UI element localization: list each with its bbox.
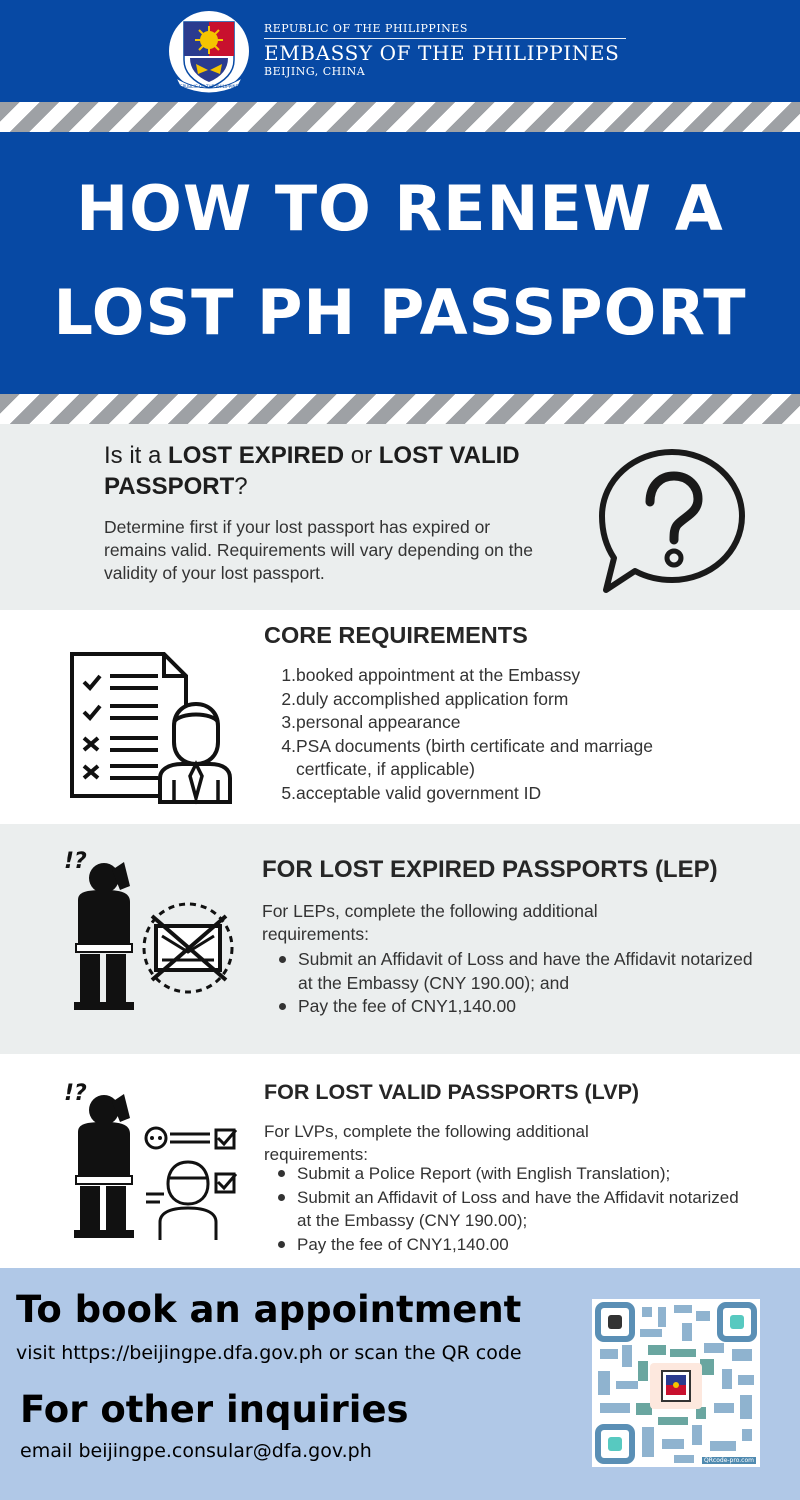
qr-code[interactable] xyxy=(592,1299,760,1467)
checklist-person-icon xyxy=(64,646,234,806)
bottom-stripe-divider xyxy=(0,394,800,424)
embassy-location: BEIJING, CHINA xyxy=(264,65,366,78)
core-requirement-text: booked appointment at the Embassy xyxy=(296,665,581,685)
header-rule xyxy=(264,38,626,39)
core-requirement-text: PSA documents (birth certificate and marriage certficate, if applicable) xyxy=(296,735,653,779)
core-requirement-number: 5. xyxy=(281,782,296,803)
bullet-icon xyxy=(277,1186,297,1233)
bullet-icon xyxy=(277,1233,297,1257)
header xyxy=(0,0,800,102)
question-section xyxy=(0,424,800,610)
lep-requirements-list xyxy=(278,948,768,1019)
question-lost-expired: LOST EXPIRED xyxy=(168,442,345,469)
question-prefix: Is it a xyxy=(104,442,169,469)
question-heading xyxy=(104,440,544,502)
core-requirement-item xyxy=(262,782,662,806)
confused-person-expired-passport-icon xyxy=(60,836,240,1014)
lvp-requirement-item xyxy=(277,1186,747,1233)
core-requirement-number: 2. xyxy=(281,688,296,709)
contact-section xyxy=(0,1268,800,1500)
lep-requirement-item xyxy=(278,948,768,995)
core-requirement-number: 3. xyxy=(281,712,296,732)
lep-icon-mark: !? xyxy=(64,849,87,874)
core-requirement-item xyxy=(262,735,662,782)
core-requirement-item xyxy=(262,664,662,688)
inquiries-heading: For other inquiries xyxy=(20,1388,409,1431)
embassy-name: EMBASSY OF THE PHILIPPINES xyxy=(264,41,620,65)
core-requirement-text: personal appearance xyxy=(296,712,461,732)
lvp-requirements-list xyxy=(277,1162,747,1256)
core-requirement-item xyxy=(262,711,662,735)
lvp-requirement-text: Submit a Police Report (with English Translation); xyxy=(297,1164,671,1183)
qr-watermark: QRcode-pro.com xyxy=(704,1457,754,1464)
question-body: Determine first if your lost passport has expired or remains valid. Requirements will vary depending on the validity of your lost passport. xyxy=(104,517,533,583)
core-requirements-list xyxy=(262,664,662,805)
lvp-section xyxy=(0,1054,800,1268)
question-or: or xyxy=(344,442,379,469)
core-heading: CORE REQUIREMENTS xyxy=(264,622,528,648)
lvp-requirement-text: Pay the fee of CNY1,140.00 xyxy=(297,1234,509,1254)
core-requirement-item xyxy=(262,688,662,712)
lvp-requirement-item xyxy=(277,1233,747,1257)
question-bubble-icon xyxy=(596,446,748,596)
lvp-heading: FOR LOST VALID PASSPORTS (LVP) xyxy=(264,1080,640,1104)
title-band xyxy=(0,132,800,394)
core-requirement-number: 4. xyxy=(281,735,296,756)
core-requirement-text: acceptable valid government ID xyxy=(296,782,542,803)
question-lost-valid: LOST VALID PASSPORT xyxy=(104,442,520,500)
lvp-intro: For LVPs, complete the following additional requirements: xyxy=(264,1122,589,1164)
top-stripe-divider xyxy=(0,102,800,132)
title-line-1: HOW TO RENEW A xyxy=(76,172,724,245)
lvp-requirement-text: Submit an Affidavit of Loss and have the Affidavit notarized at the Embassy (CNY 190.00); xyxy=(297,1187,739,1230)
republic-label: REPUBLIC OF THE PHILIPPINES xyxy=(264,22,468,35)
lvp-icon-mark: !? xyxy=(64,1081,87,1106)
lep-requirement-text: Pay the fee of CNY1,140.00 xyxy=(298,996,516,1016)
bullet-icon xyxy=(278,995,298,1019)
embassy-seal-icon xyxy=(166,8,252,94)
core-requirement-text: duly accomplished application form xyxy=(296,688,569,709)
lvp-requirement-item xyxy=(277,1162,747,1186)
book-appointment-heading: To book an appointment xyxy=(16,1288,522,1331)
book-appointment-text: visit https://beijingpe.dfa.gov.ph or scan the QR code xyxy=(16,1342,522,1364)
confused-person-valid-passport-icon xyxy=(60,1072,246,1240)
title-line-2: LOST PH PASSPORT xyxy=(53,276,747,349)
embassy-name-block xyxy=(264,22,626,78)
qr-code-pattern-icon xyxy=(592,1299,760,1467)
lep-intro: For LEPs, complete the following additional requirements: xyxy=(262,901,598,944)
bullet-icon xyxy=(278,948,298,995)
lep-heading: FOR LOST EXPIRED PASSPORTS (LEP) xyxy=(262,856,718,883)
inquiries-email: email beijingpe.consular@dfa.gov.ph xyxy=(20,1440,372,1462)
lep-requirement-text: Submit an Affidavit of Loss and have the Affidavit notarized at the Embassy (CNY 190.00); and xyxy=(298,949,753,993)
seal-text: REPUBLIC OF THE PHILIPPINES xyxy=(177,84,241,89)
question-mark-text: ? xyxy=(234,473,248,500)
bullet-icon xyxy=(277,1162,297,1186)
core-requirements-section xyxy=(0,610,800,824)
core-requirement-number: 1. xyxy=(281,665,296,685)
lep-section xyxy=(0,824,800,1054)
lep-requirement-item xyxy=(278,995,768,1019)
